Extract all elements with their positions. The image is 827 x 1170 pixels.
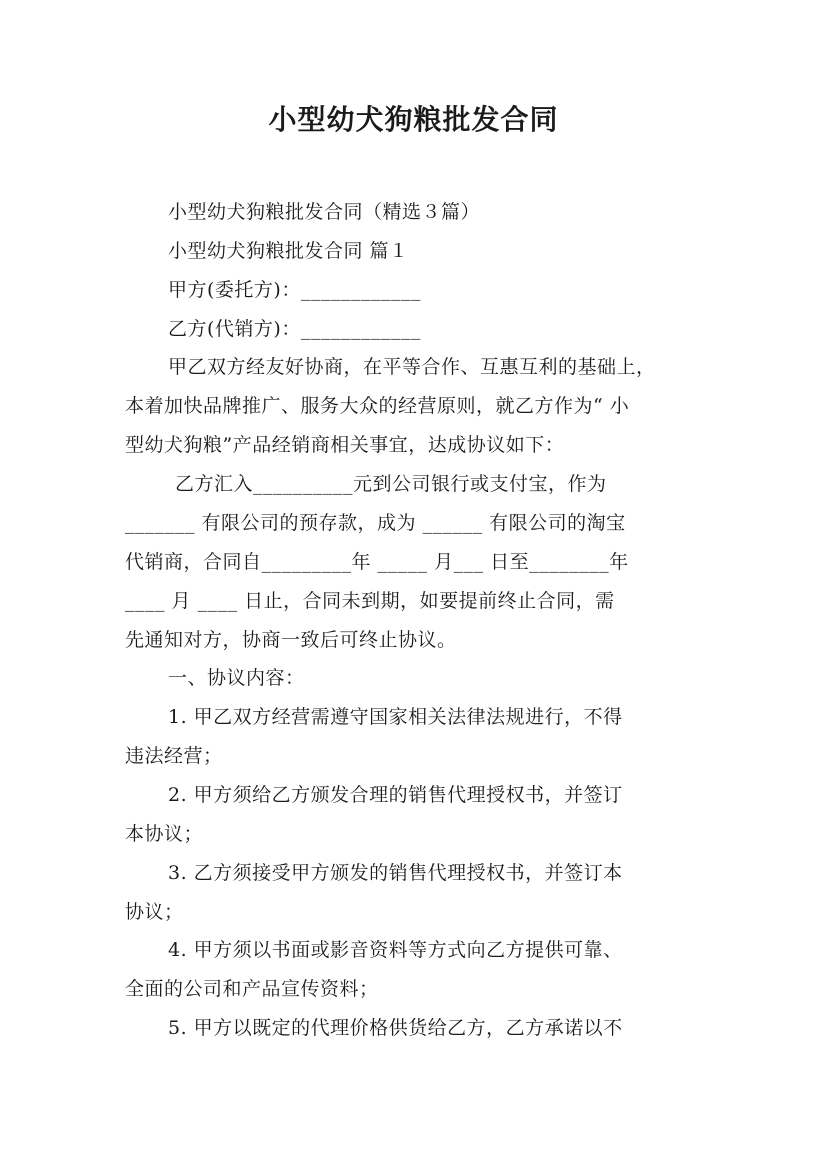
paragraph-line: 代销商，合同自_________年 _____ 月___ 日至________年 bbox=[125, 551, 629, 573]
party-a-line: 甲方(委托方)：____________ bbox=[168, 279, 421, 301]
list-item-continuation: 全面的公司和产品宣传资料； bbox=[125, 978, 379, 1000]
list-item-continuation: 协议； bbox=[125, 901, 184, 923]
paragraph-line: 甲乙双方经友好协商，在平等合作、互惠互利的基础上， bbox=[168, 356, 656, 378]
list-item-continuation: 违法经营； bbox=[125, 745, 223, 767]
section-heading: 小型幼犬狗粮批发合同 篇１ bbox=[168, 240, 409, 262]
list-item: 4. 甲方须以书面或影音资料等方式向乙方提供可靠、 bbox=[168, 939, 623, 961]
section-heading: 一、协议内容： bbox=[168, 667, 305, 689]
list-item: 3. 乙方须接受甲方颁发的销售代理授权书，并签订本 bbox=[168, 862, 623, 884]
document-title: 小型幼犬狗粮批发合同 bbox=[268, 103, 559, 136]
list-item-continuation: 本协议； bbox=[125, 823, 204, 845]
paragraph-line: _______ 有限公司的预存款，成为 ______ 有限公司的淘宝 bbox=[125, 512, 626, 534]
paragraph-line: 先通知对方，协商一致后可终止协议。 bbox=[125, 629, 457, 651]
list-item: 5. 甲方以既定的代理价格供货给乙方，乙方承诺以不 bbox=[168, 1017, 623, 1039]
paragraph-line: 型幼犬狗粮”产品经销商相关事宜，达成协议如下： bbox=[125, 434, 565, 456]
subtitle-selected: 小型幼犬狗粮批发合同（精选３篇） bbox=[168, 201, 481, 223]
list-item: 2. 甲方须给乙方颁发合理的销售代理授权书，并签订 bbox=[168, 784, 623, 806]
party-b-line: 乙方(代销方)：____________ bbox=[168, 318, 421, 340]
paragraph-line: 乙方汇入__________元到公司银行或支付宝，作为 bbox=[175, 473, 607, 495]
list-item: 1. 甲乙双方经营需遵守国家相关法律法规进行，不得 bbox=[168, 706, 623, 728]
paragraph-line: 本着加快品牌推广、服务大众的经营原则，就乙方作为“ 小 bbox=[125, 395, 630, 417]
paragraph-line: ____ 月 ____ 日止，合同未到期，如要提前终止合同，需 bbox=[125, 590, 615, 612]
